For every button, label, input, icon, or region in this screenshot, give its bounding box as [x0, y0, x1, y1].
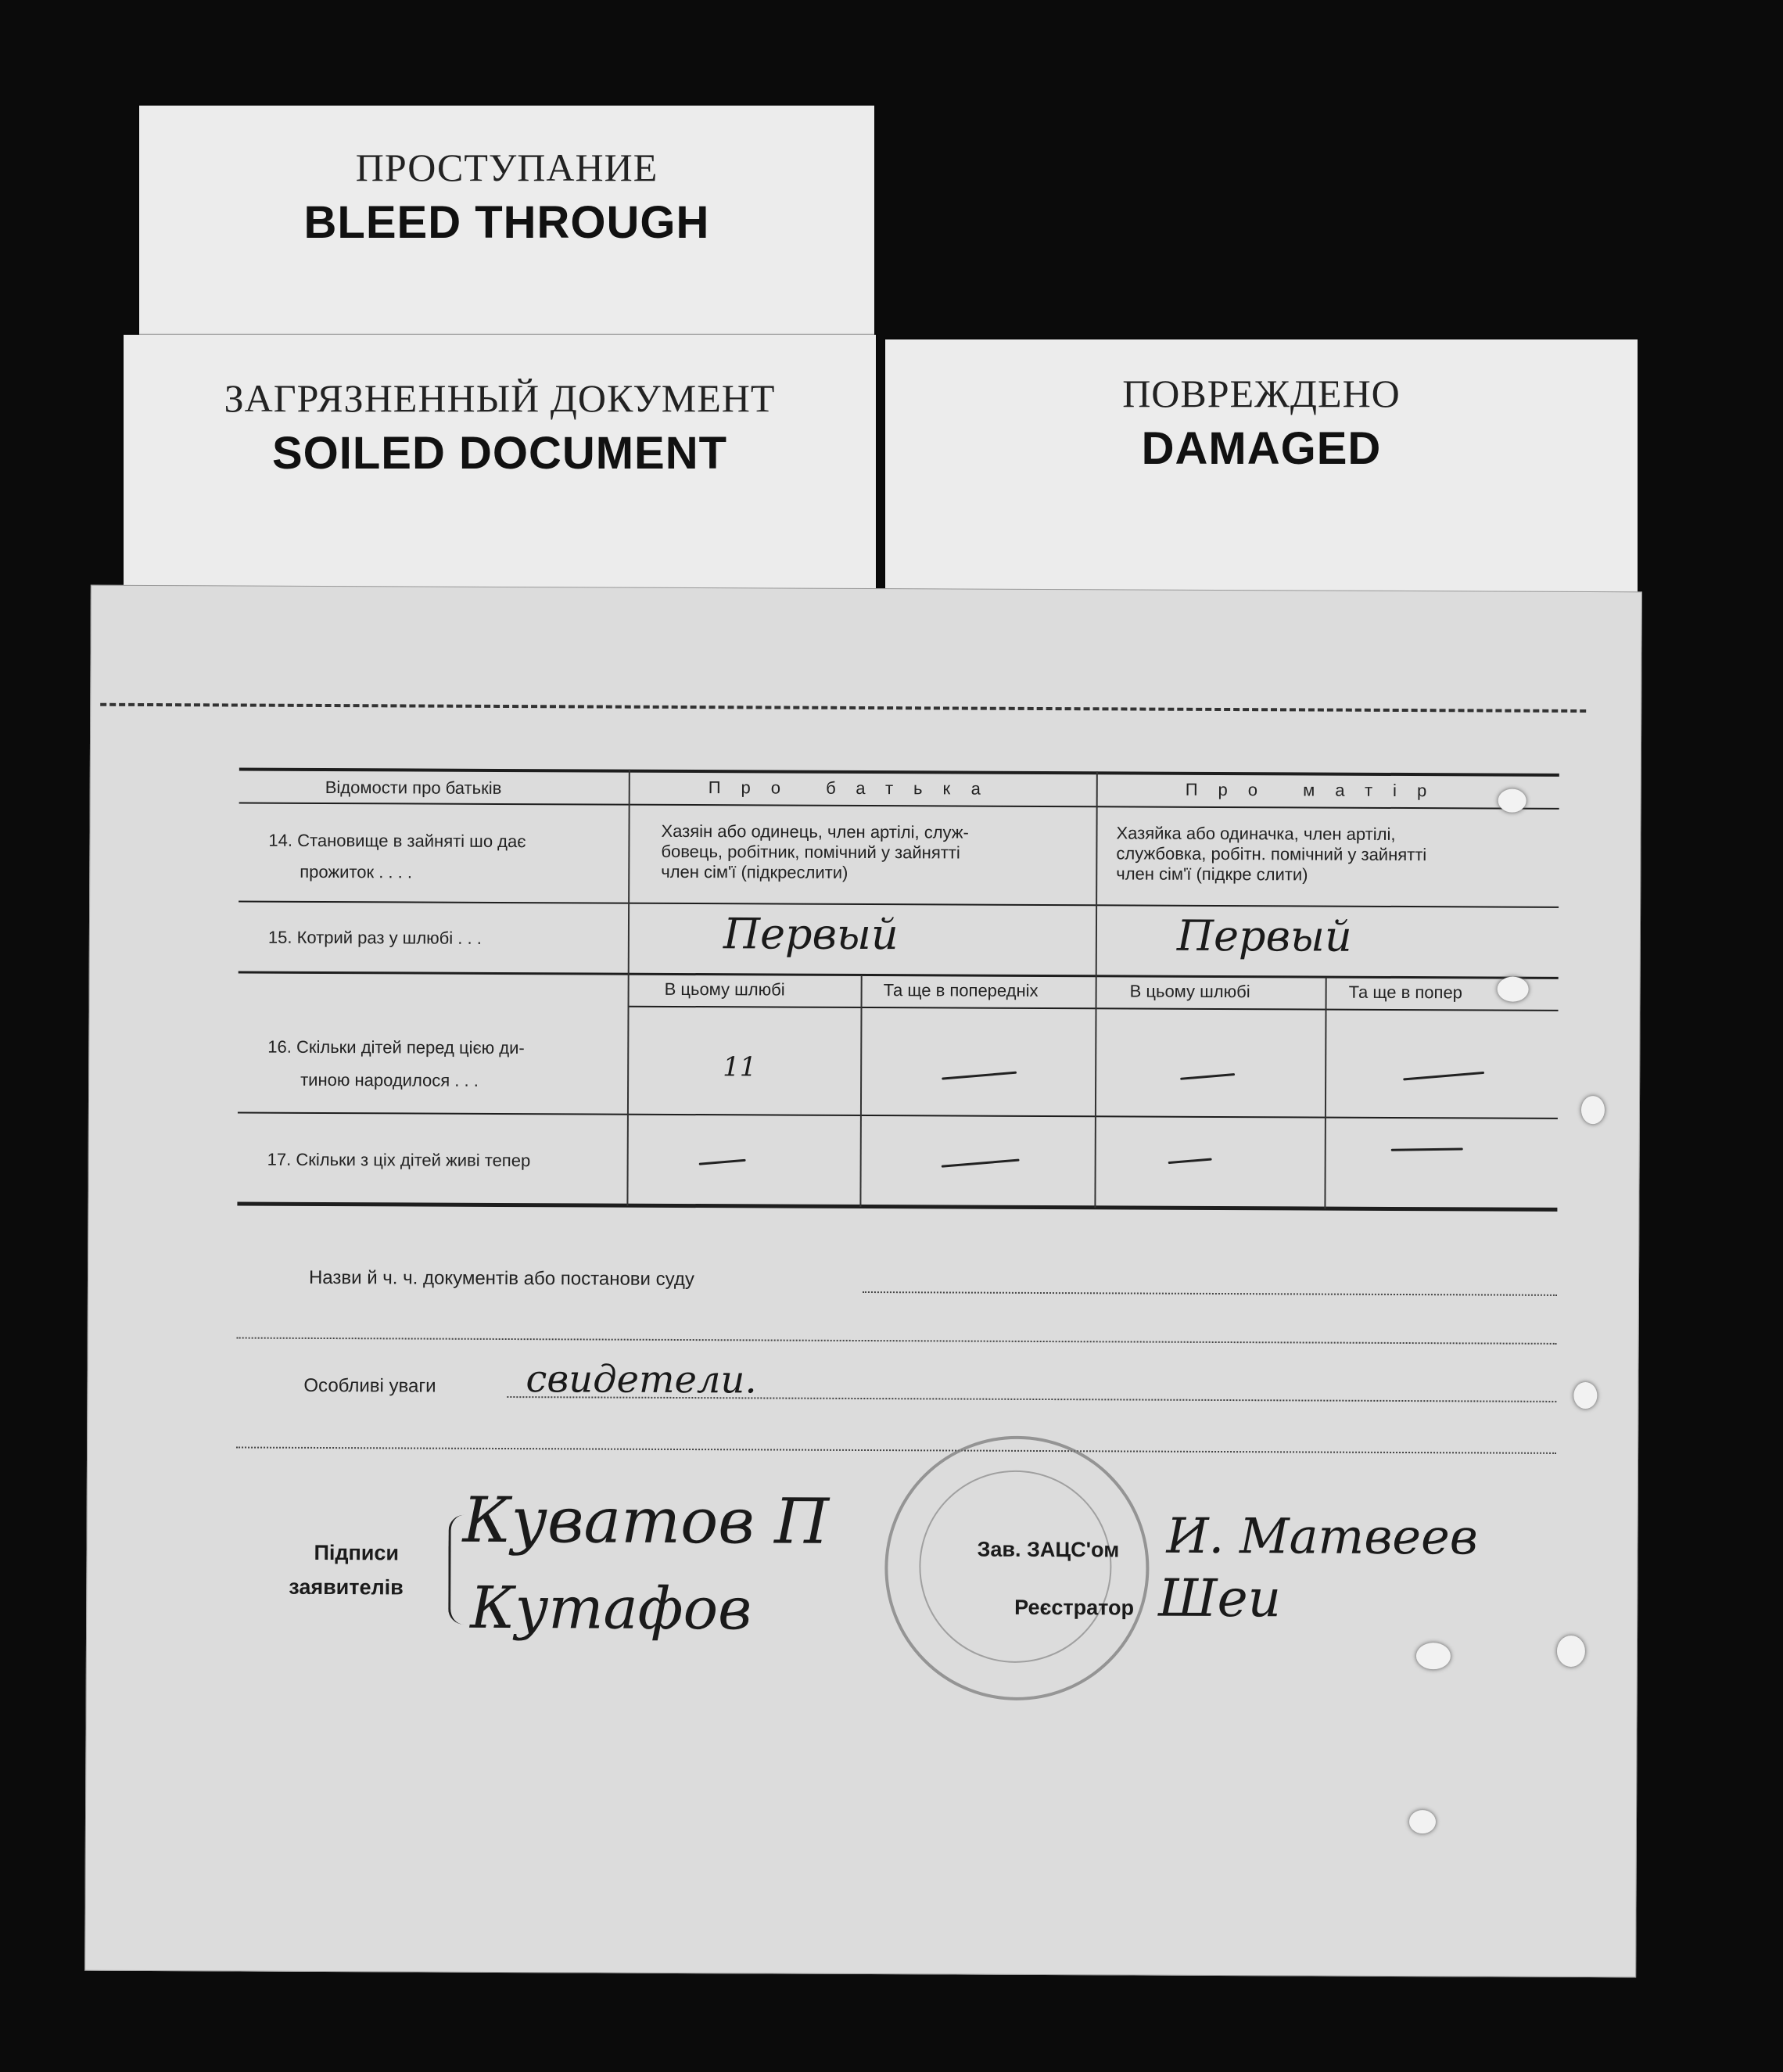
row17-mother-prev-dash — [1391, 1148, 1463, 1151]
bleed-through-en: BLEED THROUGH — [303, 197, 710, 248]
header-father: Про батька — [708, 777, 1001, 799]
soiled-document-ru: ЗАГРЯЗНЕННЫЙ ДОКУМЕНТ — [224, 376, 776, 420]
row17-label: 17. Скільки з ціх дітей живі тепер — [267, 1149, 531, 1171]
bleed-through-card — [139, 106, 874, 340]
remarks-dotline-2 — [236, 1447, 1556, 1454]
row16-father-this: 11 — [723, 1051, 757, 1083]
official-stamp — [884, 1435, 1150, 1700]
documents-label: Назви й ч. ч. документів або постанови суду — [308, 1266, 694, 1291]
applicant1-signature: Куватов П — [462, 1483, 830, 1558]
table-subheader-rule — [630, 1006, 1559, 1011]
row16-label-2: тиною народилося . . . — [300, 1069, 479, 1090]
table-header-rule — [239, 803, 1559, 810]
soiled-document-en: SOILED DOCUMENT — [271, 428, 728, 479]
subheader-this-marriage-m: В цьому шлюбі — [1129, 981, 1250, 1002]
row15-label: 15. Котрий раз у шлюбі . . . — [267, 927, 482, 948]
applicants-label-1: Підписи — [314, 1540, 400, 1565]
table-row15-rule — [239, 971, 1559, 979]
applicant2-signature: Кутафов — [469, 1574, 752, 1643]
damage-hole — [1581, 1096, 1605, 1124]
row14-mother-1: Хазяйка або одиначка, член артілі, — [1116, 823, 1396, 844]
row14-label-1: 14. Становище в зайняті шо дає — [268, 830, 526, 852]
head-signature: И. Матвеев — [1166, 1506, 1479, 1566]
row16-father-prev-dash — [942, 1072, 1017, 1080]
table-vline-3 — [859, 975, 862, 1207]
damage-hole — [1498, 977, 1529, 1002]
table-row14-rule — [239, 901, 1559, 908]
bleed-through-ru: ПРОСТУПАНИЕ — [355, 145, 658, 189]
table-vline-1 — [626, 770, 630, 1206]
damage-hole — [1498, 789, 1526, 813]
row16-mother-this-dash — [1180, 1073, 1235, 1080]
registrar-label: Реєстратор — [1014, 1595, 1135, 1620]
row16-label-1: 16. Скільки дітей перед цією ди- — [267, 1036, 525, 1058]
row14-label-2: прожиток . . . . — [300, 861, 413, 882]
table-bottom-rule — [237, 1202, 1557, 1212]
applicants-label-2: заявителів — [289, 1575, 404, 1600]
row14-mother-3: член сім'ї (підкре слити) — [1116, 864, 1308, 885]
head-label: Зав. ЗАЦС'ом — [977, 1537, 1120, 1562]
row17-father-this-dash — [699, 1159, 746, 1165]
table-row16-rule — [238, 1112, 1558, 1119]
remarks-value: свидетели. — [526, 1357, 757, 1402]
row15-father-value: Первый — [723, 909, 899, 960]
damage-hole — [1409, 1810, 1436, 1833]
subheader-this-marriage: В цьому шлюбі — [664, 979, 785, 1000]
soiled-document-card — [124, 335, 876, 590]
row14-father-2: бовець, робітник, помічний у зайнятті — [661, 841, 960, 863]
damaged-en: DAMAGED — [1141, 423, 1382, 474]
row14-father-1: Хазяін або одинець, член артілі, служ- — [661, 821, 969, 842]
row17-father-prev-dash — [942, 1159, 1020, 1168]
row14-father-3: член сім'ї (підкреслити) — [661, 861, 848, 882]
damage-hole — [1416, 1643, 1451, 1669]
row17-mother-this-dash — [1168, 1158, 1212, 1165]
document-sheet — [84, 585, 1642, 1978]
subheader-previous: Та ще в попередніх — [883, 980, 1039, 1000]
subheader-previous-m: Та ще в попер — [1348, 982, 1463, 1003]
table-top-rule — [239, 768, 1559, 777]
header-mother: Про матір — [1185, 779, 1448, 801]
damage-hole — [1573, 1382, 1597, 1409]
parents-info-table — [237, 768, 1559, 1212]
row14-mother-2: службовка, робітн. помічний у зайнятті — [1116, 843, 1427, 865]
documents-dotline-1 — [863, 1291, 1557, 1296]
damaged-ru: ПОВРЕЖДЕНО — [1122, 372, 1401, 415]
damaged-card — [885, 339, 1638, 594]
table-vline-2 — [1094, 771, 1097, 1208]
perforation-line — [100, 703, 1586, 713]
documents-dotline-2 — [237, 1338, 1557, 1345]
row15-mother-value: Первый — [1176, 910, 1352, 961]
header-col1: Відомости про батьків — [325, 777, 502, 798]
table-vline-4 — [1324, 978, 1326, 1209]
row16-mother-prev-dash — [1403, 1072, 1484, 1081]
registrar-signature: Шеи — [1158, 1567, 1282, 1629]
remarks-label: Особливі уваги — [303, 1374, 436, 1397]
damage-hole — [1557, 1636, 1585, 1667]
